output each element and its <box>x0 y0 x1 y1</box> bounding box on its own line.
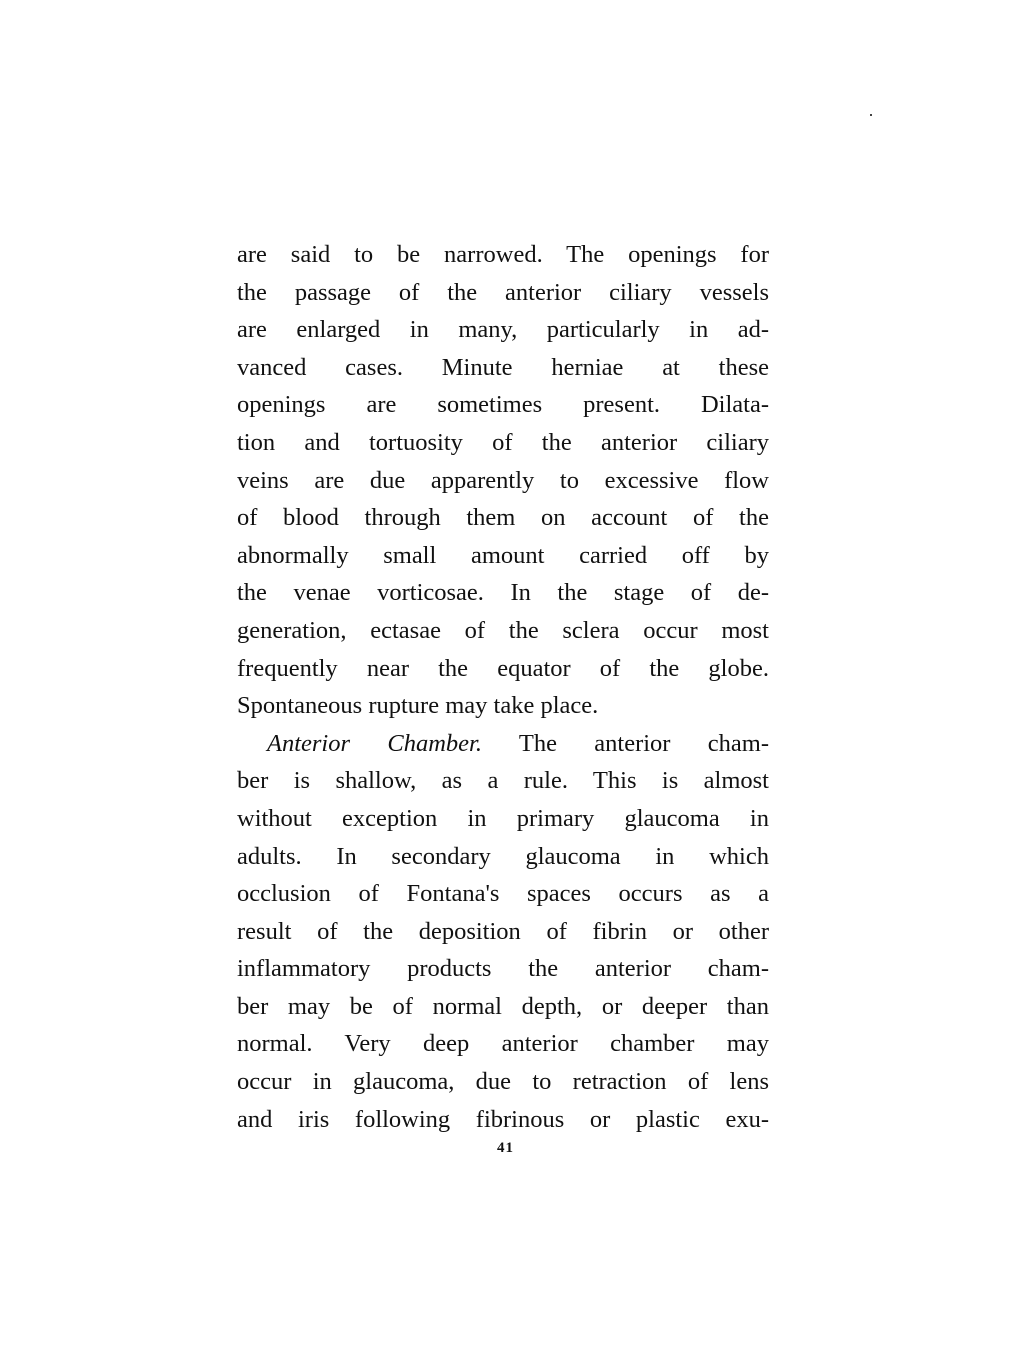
first-line-text: The anterior cham- <box>518 729 770 757</box>
text-line: generation, ectasae of the sclera occur most <box>237 616 769 644</box>
text-line: vanced cases. Minute herniae at these <box>237 353 769 381</box>
text-line: Spontaneous rupture may take place. <box>237 692 599 720</box>
paragraph-first-line <box>237 725 769 763</box>
text-line: normal. Very deep anterior chamber may <box>237 1030 769 1058</box>
text-line: without exception in primary glaucoma in <box>237 804 769 832</box>
text-line: of blood through them on account of the <box>237 504 769 532</box>
text-line: inflammatory products the anterior cham- <box>237 955 769 983</box>
text-line: veins are due apparently to excessive flow <box>237 466 769 494</box>
text-line: the venae vorticosae. In the stage of de- <box>237 579 769 607</box>
text-line: occur in glaucoma, due to retraction of lens <box>237 1068 769 1096</box>
text-line: adults. In secondary glaucoma in which <box>237 842 769 870</box>
stray-speck <box>870 114 872 116</box>
text-line: ber may be of normal depth, or deeper than <box>237 992 769 1020</box>
page-number: 41 <box>497 1140 514 1156</box>
body-text <box>237 236 769 1138</box>
text-line: and iris following fibrinous or plastic exu- <box>237 1105 769 1133</box>
text-line: occlusion of Fontana's spaces occurs as a <box>237 880 769 908</box>
text-line: openings are sometimes present. Dilata- <box>237 391 769 419</box>
text-line: the passage of the anterior ciliary vessels <box>237 278 769 306</box>
text-line: abnormally small amount carried off by <box>237 541 769 569</box>
text-line: result of the deposition of fibrin or other <box>237 917 769 945</box>
section-heading: Anterior Chamber. <box>267 729 482 757</box>
text-line: frequently near the equator of the globe. <box>237 654 769 682</box>
text-line: are said to be narrowed. The openings for <box>237 241 769 268</box>
text-line: are enlarged in many, particularly in ad- <box>237 316 769 344</box>
text-line: tion and tortuosity of the anterior ciliary <box>237 428 769 456</box>
text-line: ber is shallow, as a rule. This is almost <box>237 767 769 795</box>
